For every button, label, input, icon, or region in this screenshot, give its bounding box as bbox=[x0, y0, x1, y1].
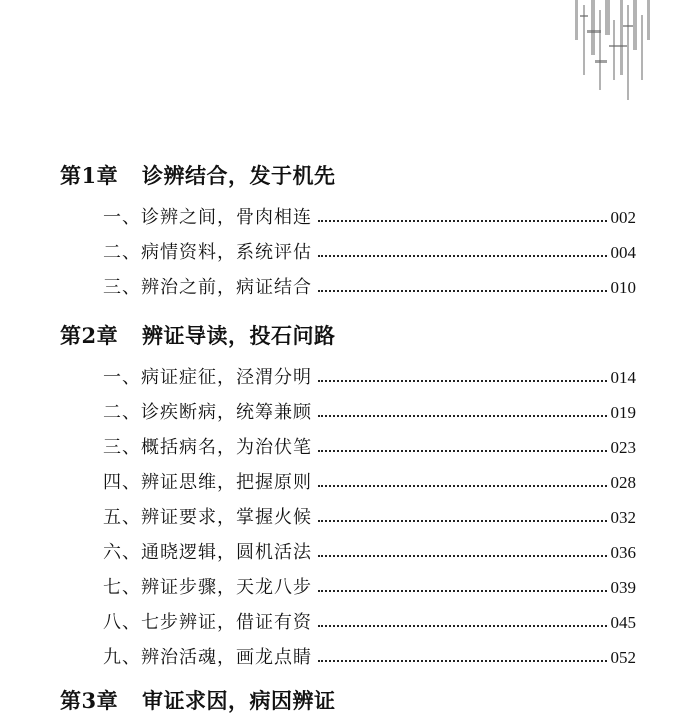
page-number: 019 bbox=[610, 403, 636, 422]
toc-entry[interactable] bbox=[103, 433, 636, 457]
page-number: 028 bbox=[610, 473, 636, 492]
section-title: 一、诊辨之间，骨肉相连 bbox=[103, 207, 312, 228]
toc-entry[interactable] bbox=[103, 503, 636, 527]
section-title: 五、辨证要求，掌握火候 bbox=[103, 507, 312, 528]
chapter-heading[interactable] bbox=[60, 685, 336, 715]
page-number: 036 bbox=[610, 543, 636, 562]
toc-entry[interactable] bbox=[103, 238, 636, 262]
chapter-heading[interactable] bbox=[60, 160, 336, 190]
dot-leader bbox=[318, 624, 607, 627]
dot-leader bbox=[318, 219, 607, 222]
page-number: 004 bbox=[610, 243, 636, 262]
toc-entry[interactable] bbox=[103, 468, 636, 492]
section-title: 九、辨治活魂，画龙点睛 bbox=[103, 647, 312, 668]
toc-entry[interactable] bbox=[103, 203, 636, 227]
page-number: 010 bbox=[610, 278, 636, 297]
dot-leader bbox=[318, 379, 607, 382]
toc-entry[interactable] bbox=[103, 363, 636, 387]
dot-leader bbox=[318, 414, 607, 417]
toc-entry[interactable] bbox=[103, 398, 636, 422]
chapter-number: 第3章 bbox=[60, 688, 119, 713]
dot-leader bbox=[318, 449, 607, 452]
dot-leader bbox=[318, 519, 607, 522]
section-title: 六、通晓逻辑，圆机活法 bbox=[103, 542, 312, 563]
chapter-title: 诊辨结合，发于机先 bbox=[142, 163, 336, 188]
chapter-number: 第2章 bbox=[60, 323, 119, 348]
toc-entry[interactable] bbox=[103, 643, 636, 667]
page-number: 014 bbox=[610, 368, 636, 387]
toc-entry[interactable] bbox=[103, 538, 636, 562]
dot-leader bbox=[318, 254, 607, 257]
section-title: 七、辨证步骤，天龙八步 bbox=[103, 577, 312, 598]
page-number: 023 bbox=[610, 438, 636, 457]
dot-leader bbox=[318, 589, 607, 592]
chapter-title: 审证求因，病因辨证 bbox=[142, 688, 336, 713]
page-number: 052 bbox=[610, 648, 636, 667]
toc-entry[interactable] bbox=[103, 573, 636, 597]
section-title: 二、诊疾断病，统筹兼顾 bbox=[103, 402, 312, 423]
chapter-number: 第1章 bbox=[60, 163, 119, 188]
section-title: 三、概括病名，为治伏笔 bbox=[103, 437, 312, 458]
page-number: 045 bbox=[610, 613, 636, 632]
dot-leader bbox=[318, 554, 607, 557]
section-title: 八、七步辨证，借证有资 bbox=[103, 612, 312, 633]
page-number: 002 bbox=[610, 208, 636, 227]
page-number: 039 bbox=[610, 578, 636, 597]
page-number: 032 bbox=[610, 508, 636, 527]
section-title: 二、病情资料，系统评估 bbox=[103, 242, 312, 263]
chapter-title: 辨证导读，投石问路 bbox=[142, 323, 336, 348]
section-title: 三、辨治之前，病证结合 bbox=[103, 277, 312, 298]
toc-entry[interactable] bbox=[103, 608, 636, 632]
dot-leader bbox=[318, 659, 607, 662]
section-title: 四、辨证思维，把握原则 bbox=[103, 472, 312, 493]
section-title: 一、病证症征，泾渭分明 bbox=[103, 367, 312, 388]
dot-leader bbox=[318, 484, 607, 487]
dot-leader bbox=[318, 289, 607, 292]
chapter-heading[interactable] bbox=[60, 320, 336, 350]
toc-entry[interactable] bbox=[103, 273, 636, 297]
